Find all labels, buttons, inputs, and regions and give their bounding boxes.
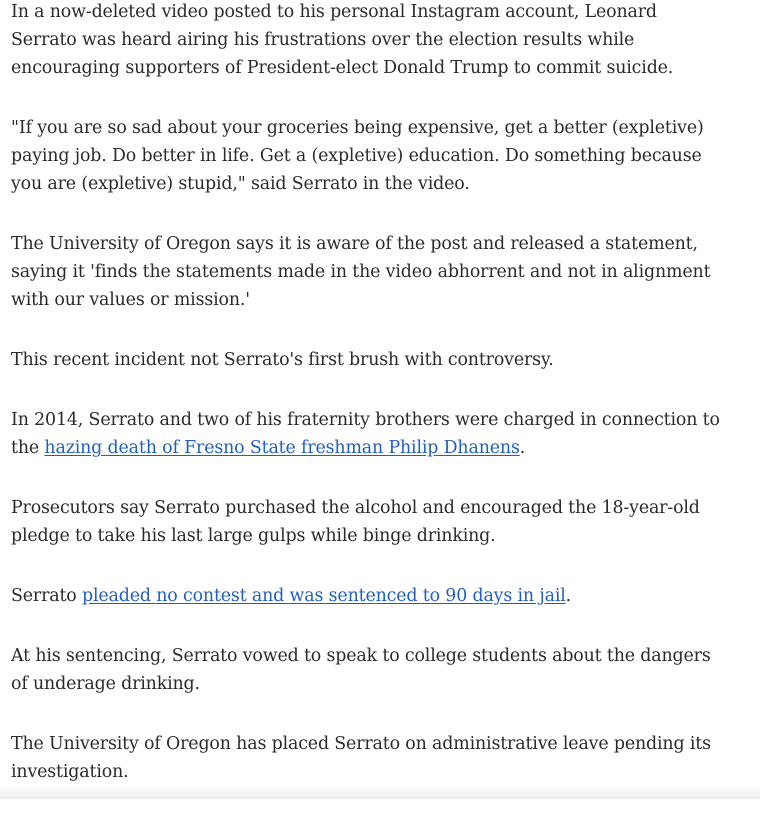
paragraph-hazing-text: In 2014, Serrato and two of his fraternity brothers were charged in connection to the (11, 410, 720, 458)
bottom-fade (0, 785, 760, 799)
paragraph-hazing-period: . (519, 438, 526, 458)
paragraph-hazing (11, 406, 726, 462)
pleaded-no-contest-link[interactable]: pleaded no contest and was sentenced to 90 days in jail (82, 586, 566, 606)
hazing-death-link[interactable]: hazing death of Fresno State freshman Philip Dhanens (44, 438, 520, 458)
paragraph-prosecutors: Prosecutors say Serrato purchased the alcohol and encouraged the 18-year-old pledge to take his last large gulps while binge drinking. (11, 498, 700, 546)
paragraph-university-statement: The University of Oregon says it is aware of the post and released a statement, saying it 'finds the statements made in the video abhorrent and not in alignment with our values or mission.' (11, 234, 711, 310)
paragraph-administrative-leave: The University of Oregon has placed Serrato on administrative leave pending its investigation. (11, 734, 711, 782)
paragraph-sentencing: At his sentencing, Serrato vowed to speak to college students about the dangers of underage drinking. (11, 646, 711, 694)
paragraph-sentence-text: Serrato (11, 586, 82, 606)
paragraph-controversy: This recent incident not Serrato's first brush with controversy. (11, 350, 554, 370)
paragraph-quote: "If you are so sad about your groceries being expensive, get a better (expletive) paying job. Do better in life. Get a (expletive) education. Do something because you are (expletive) stupid," said Serrato in the video. (11, 118, 704, 194)
paragraph-deleted-video: In a now-deleted video posted to his personal Instagram account, Leonard Serrato was heard airing his frustrations over the election results while encouraging supporters of President-elect Donald Trump to commit suicide. (11, 2, 674, 78)
article-body (11, 0, 726, 818)
paragraph-sentence (11, 582, 726, 610)
paragraph-sentence-period: . (565, 586, 572, 606)
